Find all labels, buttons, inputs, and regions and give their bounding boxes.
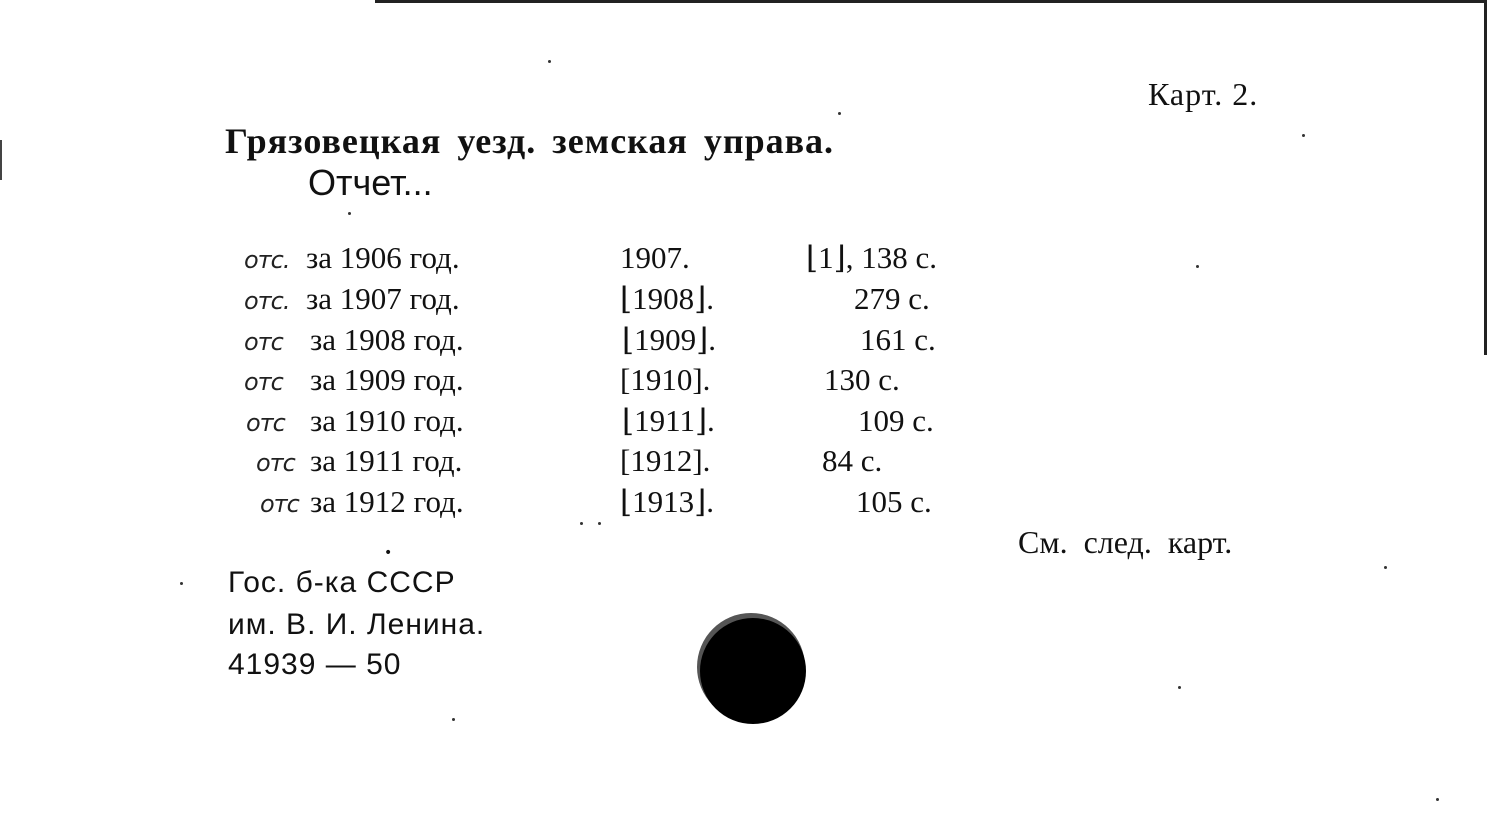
entry-pages: 161 с.	[860, 322, 936, 357]
entry-pages: 109 с.	[858, 403, 934, 438]
scan-speck	[838, 112, 841, 115]
entry-pages: 84 с.	[822, 443, 883, 478]
entry-pub-year: [1910].	[620, 362, 711, 397]
card-number: Карт. 2.	[1148, 76, 1259, 112]
entry-pages: 130 с.	[824, 362, 900, 397]
entry-label: за 1911 год.	[310, 443, 463, 478]
entry-label: за 1907 год.	[306, 281, 460, 316]
scan-border-left	[0, 140, 2, 180]
scan-speck	[1196, 265, 1199, 268]
see-next-card: См. след. карт.	[1018, 524, 1233, 560]
scan-border-top	[375, 0, 1487, 3]
library-stamp-line: Гос. б-ка СССР	[228, 566, 456, 599]
library-stamp-line: им. В. И. Ленина.	[228, 608, 486, 641]
entry-label: за 1912 год.	[310, 484, 464, 519]
card-title: Грязовецкая уезд. земская управа.	[225, 121, 835, 161]
entry-label: за 1910 год.	[310, 403, 464, 438]
entry-pub-year: ⌊1913⌋.	[620, 484, 714, 519]
handwritten-mark: отс	[244, 368, 283, 396]
handwritten-mark: отс	[260, 490, 299, 518]
handwritten-mark: отс.	[244, 287, 290, 315]
handwritten-mark: отс.	[244, 246, 290, 274]
entry-pub-year: ⌊1911⌋.	[622, 403, 715, 438]
handwritten-mark: отс	[244, 328, 283, 356]
report-entry	[0, 362, 1000, 402]
report-entry	[0, 281, 1000, 321]
scan-speck	[1436, 798, 1439, 801]
stray-pencil-mark: •	[384, 545, 393, 561]
entry-pages: 279 с.	[854, 281, 930, 316]
entry-pub-year: [1912].	[620, 443, 711, 478]
report-entry	[0, 484, 1000, 524]
library-stamp-line: 41939 — 50	[228, 648, 402, 681]
punch-hole	[700, 618, 806, 724]
scan-speck	[1302, 134, 1305, 137]
report-entry	[0, 322, 1000, 362]
scan-speck	[348, 212, 351, 215]
scan-speck	[548, 60, 551, 63]
entry-label: за 1909 год.	[310, 362, 464, 397]
handwritten-mark: отс	[246, 409, 285, 437]
entry-pub-year: ⌊1908⌋.	[620, 281, 714, 316]
card-subtitle: Отчет...	[308, 162, 433, 203]
report-entry	[0, 403, 1000, 443]
entry-pub-year: 1907.	[620, 240, 690, 275]
scan-speck	[598, 522, 601, 525]
entry-pages: ⌊1⌋, 138 с.	[806, 240, 937, 275]
scan-speck	[1384, 566, 1387, 569]
entry-pages: 105 с.	[856, 484, 932, 519]
scan-speck	[1178, 686, 1181, 689]
scan-speck	[452, 718, 455, 721]
entry-label: за 1908 год.	[310, 322, 464, 357]
handwritten-mark: отс	[256, 449, 295, 477]
scan-speck	[180, 582, 183, 585]
entry-label: за 1906 год.	[306, 240, 460, 275]
entry-pub-year: ⌊1909⌋.	[622, 322, 716, 357]
report-entry	[0, 443, 1000, 483]
report-entry	[0, 240, 1000, 280]
scan-speck	[580, 522, 583, 525]
